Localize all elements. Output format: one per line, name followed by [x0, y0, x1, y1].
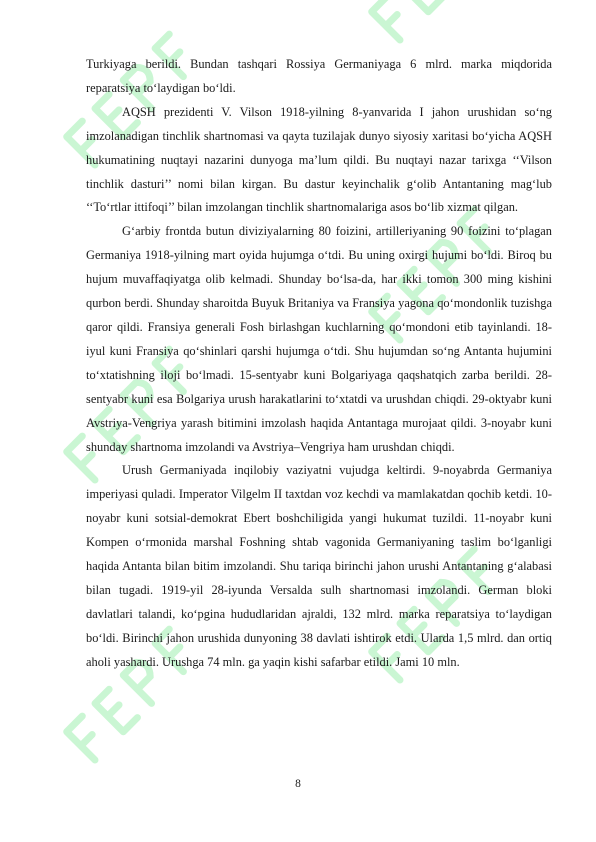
- body-text: [86, 53, 552, 675]
- paragraph-4: Urush Germaniyada inqilobiy vaziyatni vujudga keltirdi. 9-noyabrda Germaniya imperiyasi quladi. Imperator Vilgelm II taxtdan voz kechdi va mamlakatdan qochib ketdi. 10-noyabr kuni sotsial-demokrat Ebert boshchiligida yangi hukumat tuzildi. 11-noyabr kuni Kompen oʻrmonida marshal Foshning shtab vagonida Germaniyaning taslim boʻlganligi haqida Antanta bilan bitim imzolandi. Shu tariqa birinchi jahon urushi Antantaning gʻalabasi bilan tugadi. 1919-yil 28-iyunda Versalda sulh shartnomasi imzolandi. German bloki davlatlari talandi, koʻpgina hududlaridan ajraldi, 132 mlrd. marka reparatsiya toʻlaydigan boʻldi. Birinchi jahon urushida dunyoning 38 davlati ishtirok etdi. Ularda 1,5 mlrd. dan ortiq aholi yashardi. Urushga 74 mln. ga yaqin kishi safarbar etildi. Jami 10 mln.: [86, 463, 552, 669]
- paragraph-2: AQSH prezidenti V. Vilson 1918-yilning 8-yanvarida I jahon urushidan soʻng imzolanadigan tinchlik shartnomasi va qayta tuzilajak dunyo siyosiy xaritasi boʻyicha AQSH hukumatining nuqtayi nazarini dunyoga maʼlum qildi. Bu nuqtayi nazar tarixga ‘‘Vilson tinchlik dasturi’’ nomi bilan kirgan. Bu dastur keyinchalik gʻolib Antantaning magʻlub ‘‘Toʻrtlar ittifoqi’’ bilan imzolangan tinchlik shartnomalariga asos boʻlib xizmat qilgan.: [86, 104, 552, 215]
- paragraph-3: Gʻarbiy frontda butun diviziyalarning 80 foizini, artilleriyaning 90 foizini toʻplagan Germaniya 1918-yilning mart oyida hujumga oʻtdi. Bu uning oxirgi hujumi boʻldi. Biroq bu hujum muvaffaqiyatga olib kelmadi. Shunday boʻlsa-da, har ikki tomon 300 ming kishini qurbon berdi. Shunday sharoitda Buyuk Britaniya va Fransiya yagona qoʻmondonlik tuzishga qaror qildi. Fransiya generali Fosh birlashgan kuchlarning qoʻmondoni etib tayinlandi. 18-iyul kuni Fransiya qoʻshinlari qarshi hujumga oʻtdi. Shu hujumdan soʻng Antanta hujumini toʻxtatishning iloji boʻlmadi. 15-sentyabr kuni Bolgariyaga qaqshatqich zarba berildi. 28-sentyabr kuni esa Bolgariya urush harakatlarini toʻxtatdi va urushdan chiqdi. 29-oktyabr kuni Avstriya-Vengriya yarash bitimini imzolash haqida Antantaga murojaat qildi. 3-noyabr kuni shunday shartnoma imzolandi va Avstriya–Vengriya ham urushdan chiqdi.: [86, 224, 552, 454]
- paragraph-1: Turkiyaga berildi. Bundan tashqari Rossiya Germaniyaga 6 mlrd. marka miqdorida reparatsiya toʻlaydigan boʻldi.: [86, 57, 552, 95]
- page-number: 8: [295, 778, 301, 790]
- watermark-mark: [372, 0, 503, 40]
